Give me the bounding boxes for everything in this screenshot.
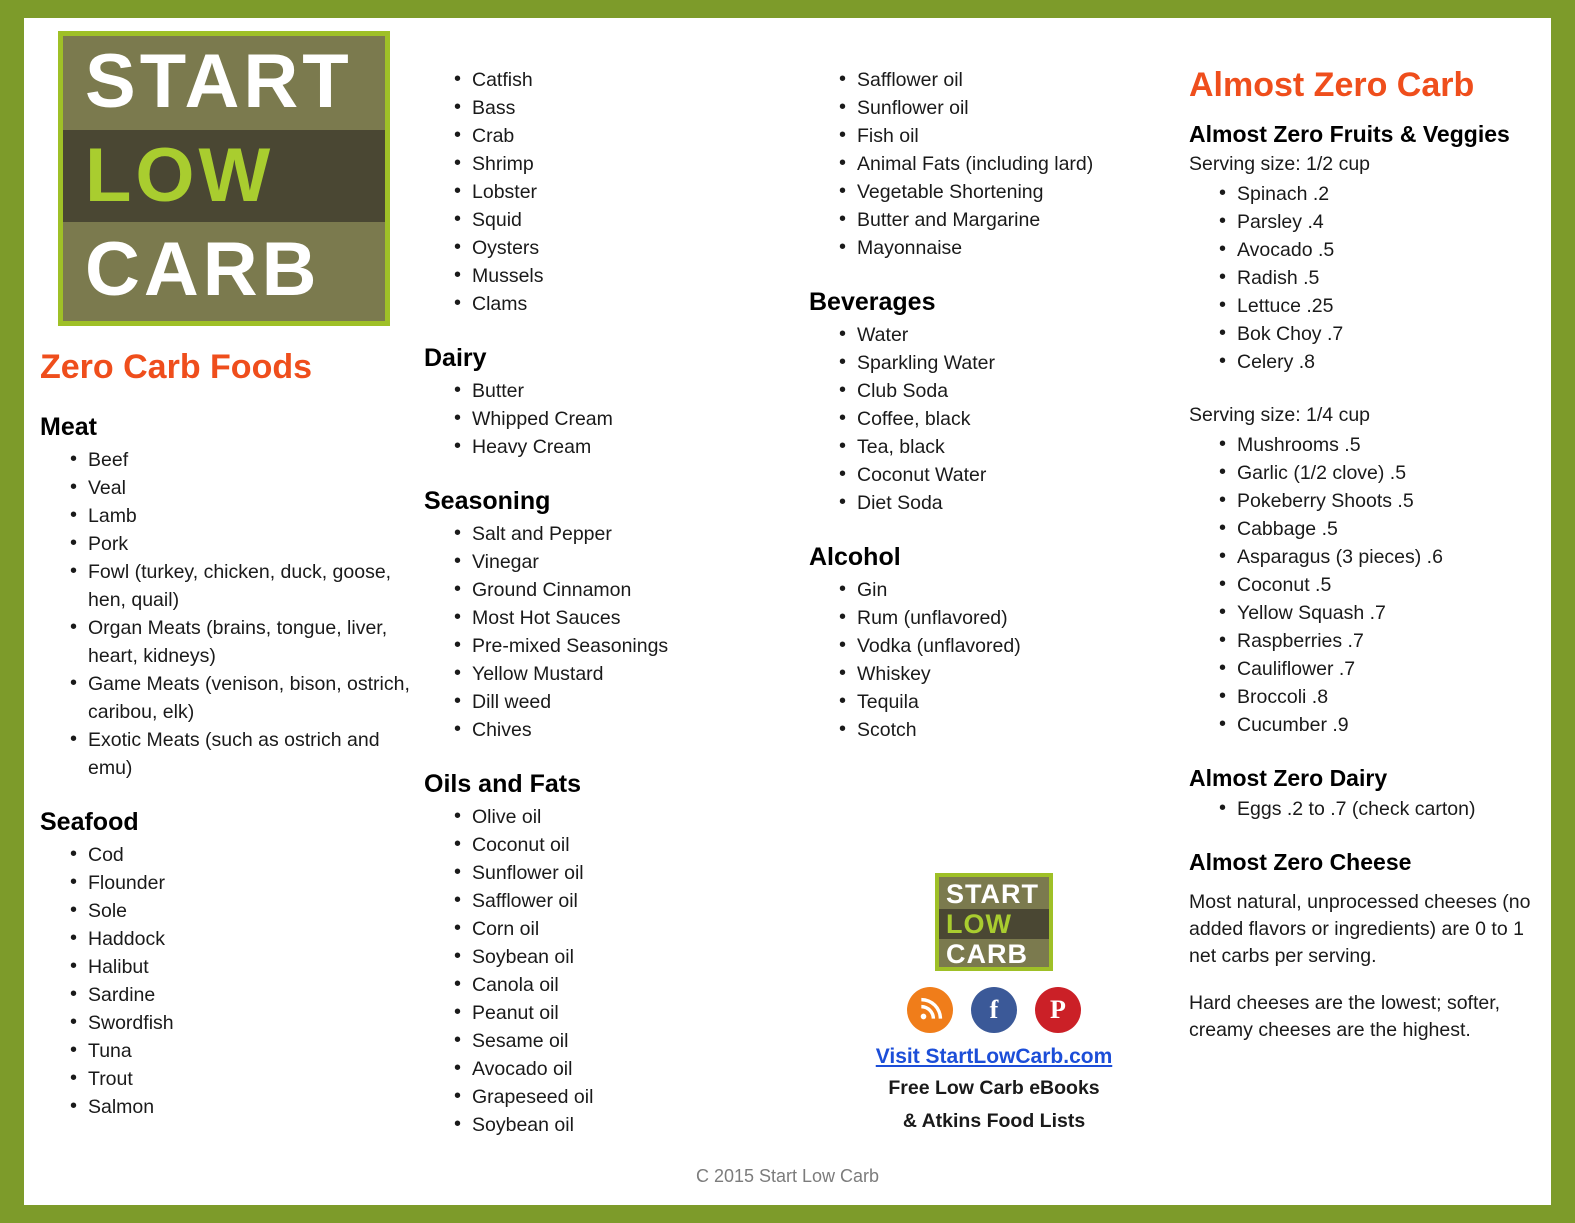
list-item: • Sesame oil [424, 1027, 784, 1055]
list-item: • Lettuce .25 [1189, 292, 1534, 320]
list-item: • Coffee, black [809, 405, 1179, 433]
list-item: • Pork [40, 530, 410, 558]
list-item: • Garlic (1/2 clove) .5 [1189, 459, 1534, 487]
list-item: • Cod [40, 841, 410, 869]
list-item: • Ground Cinnamon [424, 576, 784, 604]
list-item: • Coconut .5 [1189, 571, 1534, 599]
list-item: • Yellow Squash .7 [1189, 599, 1534, 627]
column-oils-beverages-alcohol [809, 18, 1179, 744]
list-item: • Avocado oil [424, 1055, 784, 1083]
list-item: • Sparkling Water [809, 349, 1179, 377]
promo-footer [809, 873, 1179, 1135]
list-item: • Most Hot Sauces [424, 604, 784, 632]
mini-logo-line-low: LOW [939, 909, 1049, 939]
list-item: • Veal [40, 474, 410, 502]
list-item: • Catfish [424, 66, 784, 94]
rss-icon[interactable] [907, 987, 953, 1033]
list-item: • Lobster [424, 178, 784, 206]
almost-zero-carb-title: Almost Zero Carb [1189, 66, 1475, 104]
list-item: • Crab [424, 122, 784, 150]
serving-size-half-cup: Serving size: 1/2 cup [1189, 153, 1371, 175]
visit-website-link[interactable]: Visit StartLowCarb.com [875, 1045, 1113, 1068]
promo-line-2: & Atkins Food Lists [902, 1110, 1086, 1132]
list-item: • Vinegar [424, 548, 784, 576]
copyright-notice: C 2015 Start Low Carb [695, 1166, 880, 1186]
document-page [24, 18, 1551, 1205]
column-zero-carb [40, 18, 410, 1121]
list-item: • Oysters [424, 234, 784, 262]
list-item: • Mayonnaise [809, 234, 1179, 262]
list-item: • Dill weed [424, 688, 784, 716]
list-seafood [40, 841, 410, 1121]
list-item: • Game Meats (venison, bison, ostrich, caribou, elk) [40, 670, 410, 726]
list-item: • Whipped Cream [424, 405, 784, 433]
pinterest-icon[interactable]: P [1035, 987, 1081, 1033]
list-item: • Soybean oil [424, 943, 784, 971]
list-item: • Cauliflower .7 [1189, 655, 1534, 683]
list-item: • Olive oil [424, 803, 784, 831]
list-oils-continued [809, 66, 1179, 262]
list-item: • Butter [424, 377, 784, 405]
list-item: • Safflower oil [424, 887, 784, 915]
list-item: • Pre-mixed Seasonings [424, 632, 784, 660]
mini-logo-line-start: START [946, 879, 1039, 909]
list-item: • Corn oil [424, 915, 784, 943]
list-item: • Sardine [40, 981, 410, 1009]
column-seafood-dairy-seasoning-oils [424, 18, 784, 1139]
list-seafood-continued [424, 66, 784, 318]
social-links [809, 987, 1179, 1033]
heading-almost-zero-fruits-veggies: Almost Zero Fruits & Veggies [1189, 121, 1510, 147]
list-item: • Radish .5 [1189, 264, 1534, 292]
heading-seasoning: Seasoning [424, 487, 551, 515]
list-item: • Shrimp [424, 150, 784, 178]
list-dairy [424, 377, 784, 461]
logo-line-start: START [85, 39, 353, 124]
list-item: • Fowl (turkey, chicken, duck, goose, hen, quail) [40, 558, 410, 614]
list-item: • Vegetable Shortening [809, 178, 1179, 206]
facebook-icon[interactable]: f [971, 987, 1017, 1033]
list-item: • Salt and Pepper [424, 520, 784, 548]
list-item: • Cucumber .9 [1189, 711, 1534, 739]
promo-line-1: Free Low Carb eBooks [888, 1077, 1100, 1099]
list-beverages [809, 321, 1179, 517]
list-item: • Peanut oil [424, 999, 784, 1027]
mini-logo-line-carb: CARB [946, 939, 1028, 969]
list-item: • Whiskey [809, 660, 1179, 688]
logo-line-carb: CARB [85, 227, 321, 312]
list-item: • Coconut oil [424, 831, 784, 859]
list-item: • Coconut Water [809, 461, 1179, 489]
list-item: • Tea, black [809, 433, 1179, 461]
list-item: • Water [809, 321, 1179, 349]
list-item: • Celery .8 [1189, 348, 1534, 376]
heading-alcohol: Alcohol [809, 543, 901, 571]
list-item: • Chives [424, 716, 784, 744]
column-almost-zero-carb [1189, 18, 1534, 1046]
list-item: • Tequila [809, 688, 1179, 716]
list-item: • Club Soda [809, 377, 1179, 405]
list-item: • Asparagus (3 pieces) .6 [1189, 543, 1534, 571]
heading-oils-and-fats: Oils and Fats [424, 770, 581, 798]
list-quarter-cup-items [1189, 431, 1534, 739]
list-half-cup-items [1189, 180, 1534, 376]
list-item: • Tuna [40, 1037, 410, 1065]
list-item: • Swordfish [40, 1009, 410, 1037]
list-item: • Grapeseed oil [424, 1083, 784, 1111]
list-item: • Heavy Cream [424, 433, 784, 461]
list-item: • Bass [424, 94, 784, 122]
list-item: • Bok Choy .7 [1189, 320, 1534, 348]
cheese-paragraph-2: Hard cheeses are the lowest; softer, creamy cheeses are the highest. [1189, 992, 1501, 1041]
list-item: • Gin [809, 576, 1179, 604]
list-item: • Cabbage .5 [1189, 515, 1534, 543]
list-item: • Flounder [40, 869, 410, 897]
list-item: • Broccoli .8 [1189, 683, 1534, 711]
list-item: • Parsley .4 [1189, 208, 1534, 236]
list-item: • Animal Fats (including lard) [809, 150, 1179, 178]
list-item: • Exotic Meats (such as ostrich and emu) [40, 726, 410, 782]
heading-beverages: Beverages [809, 288, 936, 316]
list-meat [40, 446, 410, 782]
heading-dairy: Dairy [424, 344, 487, 372]
list-item: • Organ Meats (brains, tongue, liver, heart, kidneys) [40, 614, 410, 670]
list-item: • Spinach .2 [1189, 180, 1534, 208]
list-item: • Raspberries .7 [1189, 627, 1534, 655]
list-item: • Soybean oil [424, 1111, 784, 1139]
list-item: • Squid [424, 206, 784, 234]
list-item: • Beef [40, 446, 410, 474]
heading-almost-zero-dairy: Almost Zero Dairy [1189, 765, 1388, 791]
heading-seafood: Seafood [40, 808, 139, 836]
list-item: • Eggs .2 to .7 (check carton) [1189, 795, 1534, 823]
list-item: • Clams [424, 290, 784, 318]
heading-almost-zero-cheese: Almost Zero Cheese [1189, 849, 1412, 875]
list-item: • Scotch [809, 716, 1179, 744]
list-item: • Diet Soda [809, 489, 1179, 517]
list-item: • Avocado .5 [1189, 236, 1534, 264]
cheese-paragraph-1: Most natural, unprocessed cheeses (no added flavors or ingredients) are 0 to 1 net carbs per serving. [1189, 891, 1531, 967]
list-item: • Halibut [40, 953, 410, 981]
list-item: • Mussels [424, 262, 784, 290]
list-item: • Rum (unflavored) [809, 604, 1179, 632]
list-oils-and-fats [424, 803, 784, 1139]
list-item: • Mushrooms .5 [1189, 431, 1534, 459]
list-alcohol [809, 576, 1179, 744]
list-item: • Sunflower oil [424, 859, 784, 887]
list-item: • Pokeberry Shoots .5 [1189, 487, 1534, 515]
list-item: • Fish oil [809, 122, 1179, 150]
list-item: • Lamb [40, 502, 410, 530]
list-item: • Safflower oil [809, 66, 1179, 94]
list-item: • Butter and Margarine [809, 206, 1179, 234]
list-item: • Salmon [40, 1093, 410, 1121]
start-low-carb-logo [58, 31, 390, 326]
list-item: • Vodka (unflavored) [809, 632, 1179, 660]
list-item: • Sole [40, 897, 410, 925]
list-item: • Yellow Mustard [424, 660, 784, 688]
zero-carb-foods-title: Zero Carb Foods [40, 348, 313, 386]
logo-line-low: LOW [63, 130, 385, 222]
heading-meat: Meat [40, 413, 97, 441]
list-item: • Haddock [40, 925, 410, 953]
list-almost-zero-dairy [1189, 795, 1534, 823]
list-item: • Trout [40, 1065, 410, 1093]
list-item: • Canola oil [424, 971, 784, 999]
serving-size-quarter-cup: Serving size: 1/4 cup [1189, 404, 1371, 426]
list-seasoning [424, 520, 784, 744]
start-low-carb-mini-logo [935, 873, 1053, 971]
list-item: • Sunflower oil [809, 94, 1179, 122]
